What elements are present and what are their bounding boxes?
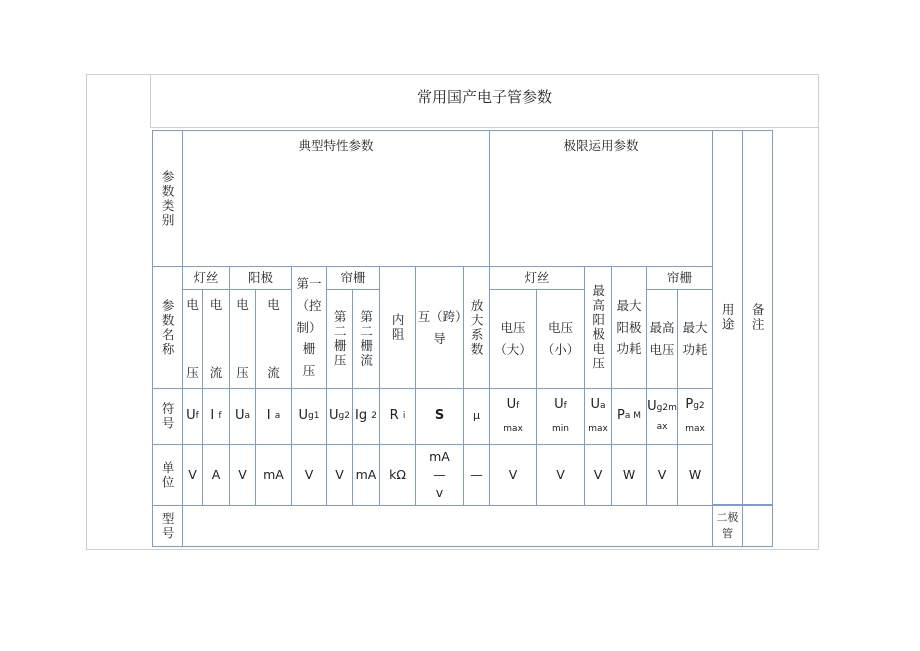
symbol-pam [611, 388, 647, 445]
symbol-low: max [503, 424, 523, 435]
name-text: 功耗 [682, 342, 708, 357]
unit-s [415, 444, 464, 506]
symbol-main: U [554, 397, 564, 413]
name-filament-voltage-max [489, 289, 537, 389]
name-text: （控 [296, 297, 322, 313]
subgroup-screen: 帘栅 [326, 266, 380, 290]
name-anode-voltage [229, 289, 256, 389]
symbol-main: P [685, 397, 694, 413]
symbol-sub: a M [624, 410, 641, 421]
symbol-sub: f [516, 401, 520, 412]
subgroup-filament: 灯丝 [182, 266, 230, 290]
frame-divider [150, 127, 819, 128]
symbol-pg2 [677, 388, 713, 445]
name-filament-voltage-min [536, 289, 585, 389]
unit-uf-min: V [536, 444, 585, 506]
unit-ug2m: V [646, 444, 678, 506]
symbol-if [202, 388, 230, 445]
remark-cell [742, 130, 773, 505]
unit-pam: W [611, 444, 647, 506]
name-filament-current [202, 289, 230, 389]
unit-ua: V [229, 444, 256, 506]
group-typical: 典型特性参数 [182, 130, 490, 267]
unit-ug1: V [291, 444, 327, 506]
unit-text: mA [429, 448, 450, 464]
row-label-model: 型号 [152, 505, 183, 547]
usage-label: 用途 [720, 303, 736, 332]
name-text: 压 [236, 365, 249, 381]
name-screen-voltage: 第二栅压 [326, 289, 353, 389]
name-anode-voltage-max: 最高阳极电压 [584, 266, 612, 389]
symbol-ua [229, 388, 256, 445]
name-text: 第一 [296, 275, 322, 291]
symbol-main: U [506, 397, 517, 413]
name-text: 功耗 [616, 341, 642, 357]
symbol-sub: g2m [656, 403, 677, 414]
symbol-ua-max [584, 388, 612, 445]
subgroup-filament-limit: 灯丝 [489, 266, 585, 290]
symbol-main: U [329, 408, 339, 424]
symbol-ug2m [646, 388, 678, 445]
name-anode-dissipation-max [611, 266, 647, 389]
unit-text: v [435, 485, 444, 501]
name-screen-voltage-max [646, 289, 678, 389]
model-value-cell [182, 505, 713, 547]
name-text: 最高 [649, 320, 675, 336]
unit-if: A [202, 444, 230, 506]
symbol-uf-max [489, 388, 537, 445]
name-text: 电 [186, 297, 199, 312]
symbol-main: P [617, 408, 625, 424]
symbol-low: ax [656, 422, 668, 433]
unit-uf: V [182, 444, 203, 506]
symbol-s: S [415, 388, 464, 445]
name-text: 阳极 [616, 319, 642, 335]
unit-ia: mA [255, 444, 292, 506]
symbol-sub: f [563, 401, 567, 412]
unit-ri: kΩ [379, 444, 416, 506]
name-text: （小） [541, 342, 580, 357]
symbol-main: U [234, 408, 245, 424]
row-label-category: 参数类别 [152, 130, 183, 267]
unit-ig2: mA [352, 444, 380, 506]
name-anode-current [255, 289, 292, 389]
symbol-main: I [266, 408, 271, 424]
symbol-ug2 [326, 388, 353, 445]
name-text: 制）栅 [296, 319, 322, 357]
name-text: 电压 [649, 342, 675, 357]
remark-label: 备注 [750, 303, 766, 332]
unit-mu: — [463, 444, 490, 506]
name-text: 电压 [547, 320, 573, 336]
symbol-uf [182, 388, 203, 445]
symbol-uf-min [536, 388, 585, 445]
subgroup-anode: 阳极 [229, 266, 292, 290]
name-amplification: 放大系数 [463, 266, 490, 389]
name-text: 电 [267, 297, 280, 312]
page-title: 常用国产电子管参数 [416, 88, 552, 106]
symbol-sub: a [244, 410, 251, 421]
name-text: 电压 [500, 320, 526, 336]
symbol-sub: g2 [693, 401, 705, 412]
name-text: 压 [186, 365, 199, 381]
name-text: 流 [267, 365, 280, 381]
name-text: （大） [494, 342, 532, 357]
unit-ua-max: V [584, 444, 612, 506]
symbol-ia [255, 388, 292, 445]
symbol-sub: g1 [308, 410, 320, 421]
symbol-sub: f [195, 410, 199, 421]
symbol-mu: μ [463, 388, 490, 445]
symbol-main: I [210, 408, 215, 424]
usage-cell [712, 130, 743, 505]
symbol-sub: g2 [338, 410, 350, 421]
symbol-sub: a [274, 410, 281, 421]
symbol-ug1 [291, 388, 327, 445]
name-text: 最大 [682, 320, 708, 336]
symbol-ig2 [352, 388, 380, 445]
name-text: 最大 [616, 297, 642, 313]
name-text: 压 [302, 363, 316, 379]
symbol-main: U [186, 408, 196, 424]
name-text: 流 [209, 365, 223, 381]
row-label-unit: 单位 [152, 444, 183, 506]
model-usage-diode: 二极管 [712, 505, 743, 547]
subgroup-screen-limit: 帘栅 [646, 266, 713, 290]
symbol-main: R [389, 408, 399, 424]
symbol-low: min [552, 424, 569, 435]
name-screen-dissipation-max [677, 289, 713, 389]
model-remark-cell [742, 505, 773, 547]
symbol-low: max [588, 424, 608, 435]
symbol-sub: a [600, 401, 606, 412]
name-grid1-voltage [291, 266, 327, 389]
symbol-main: U [647, 399, 657, 415]
symbol-main: U [590, 397, 600, 413]
name-filament-voltage [182, 289, 203, 389]
symbol-main: Ig [355, 408, 368, 424]
name-text: 电 [209, 297, 223, 312]
name-transconductance: 互（跨）导 [415, 266, 464, 389]
name-text: 电 [236, 297, 249, 312]
group-limit: 极限运用参数 [489, 130, 713, 267]
row-label-name: 参数名称 [152, 266, 183, 389]
symbol-main: U [298, 408, 309, 424]
name-internal-resistance: 内阻 [379, 266, 416, 389]
unit-ug2: V [326, 444, 353, 506]
unit-pg2: W [677, 444, 713, 506]
row-label-symbol: 符号 [152, 388, 183, 445]
symbol-low: max [685, 424, 705, 435]
symbol-ri [379, 388, 416, 445]
symbol-sub: i [402, 410, 406, 421]
unit-uf-max: V [489, 444, 537, 506]
unit-text: — [433, 466, 446, 482]
symbol-sub: 2 [371, 410, 377, 421]
name-screen-current: 第二栅流 [352, 289, 380, 389]
symbol-sub: f [218, 410, 222, 421]
